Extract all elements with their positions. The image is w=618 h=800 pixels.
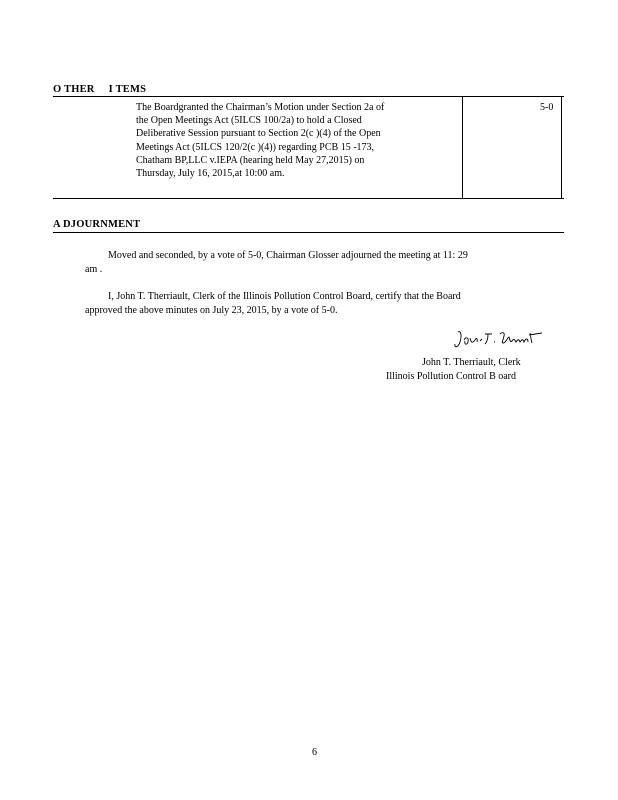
adjournment-rule [53,232,564,233]
clerk-name: John T. Therriault, Clerk [422,357,521,368]
certification-paragraph-line: I, John T. Therriault, Clerk of the Illinois Pollution Control Board, certify that the Board [108,291,461,302]
other-items-heading: O THER I TEMS [53,84,147,95]
other-items-text [136,101,436,180]
item-bottom-rule [53,198,564,199]
item-text-line: Deliberative Session pursuant to Section 2(c )(4) of the Open [136,128,381,140]
vote-result: 5-0 [540,102,554,113]
handwritten-signature [452,328,548,352]
item-text-line: Thursday, July 16, 2015,at 10:00 am. [136,168,285,180]
certification-paragraph-line: approved the above minutes on July 23, 2015, by a vote of 5-0. [85,305,338,316]
item-text-line: Meetings Act (5ILCS 120/2(c )(4)) regarding PCB 15 -173, [136,141,375,153]
item-text-line: Chatham BP,LLC v.IEPA (hearing held May 27,2015) on [136,154,365,166]
adjournment-heading: A DJOURNMENT [53,219,141,230]
clerk-organization: Illinois Pollution Control B oard [386,371,517,382]
page-number: 6 [312,747,317,758]
table-right-border [561,97,562,198]
adjournment-paragraph-line: Moved and seconded, by a vote of 5-0, Chairman Glosser adjourned the meeting at 11: 29 [108,250,468,261]
other-items-rule [53,96,564,97]
item-text-line: The Boardgranted the Chairman’s Motion under Section 2a of [136,102,385,113]
vote-column-divider [462,97,463,198]
adjournment-paragraph-line: am . [85,264,103,275]
item-text-line: the Open Meetings Act (5ILCS 100/2a) to hold a Closed [136,115,362,127]
